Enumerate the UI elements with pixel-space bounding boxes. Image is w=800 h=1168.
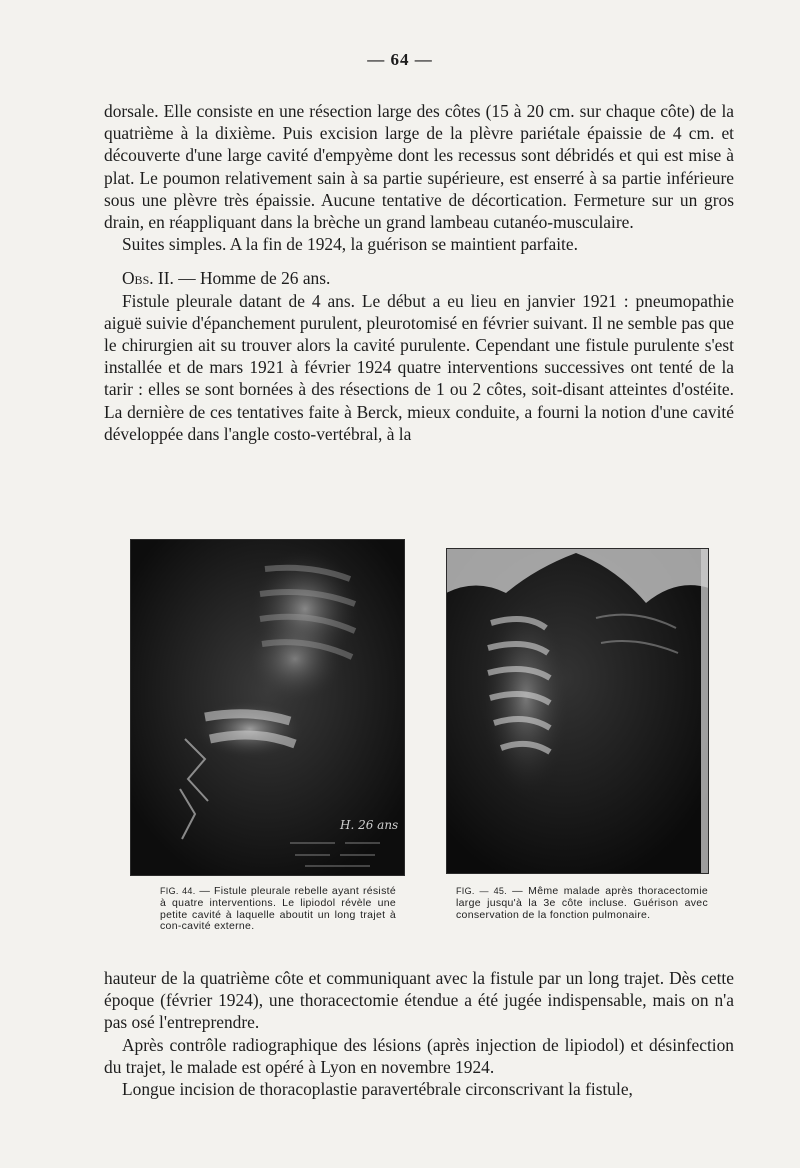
xray-chest-illustration-44: [130, 539, 405, 876]
text-block-top: [104, 100, 734, 445]
caption-text: — Même malade après thoracectomie large jusqu'à la 3e côte incluse. Guérison avec conservation de la fonction pulmonaire.: [456, 885, 709, 921]
figure-label: FIG. — 45.: [456, 886, 507, 896]
xray-image-44: [130, 539, 405, 876]
paragraph: dorsale. Elle consiste en une résection large des côtes (15 à 20 cm. sur chaque côte) de la quatrième à la dixième. Puis excision large de la plèvre pariétale épaissie de 4 cm. et découverte d'une large cavité d'empyème dont les recessus sont débridés et qui est mise à plat. Le poumon relativement sain à sa partie supérieure, est enserré à sa partie inférieure sous une plèvre très épaissie. Aucune tentative de décortication. Fermeture sur un gros drain, en réappliquant dans la brèche un grand lambeau cutanéo-musculaire.: [104, 101, 734, 233]
xray-handwriting: H. 26 ans: [340, 818, 399, 832]
caption-text: — Fistule pleurale rebelle ayant résisté à quatre interventions. Le lipiodol révèle une petite cavité à laquelle aboutit un long trajet à con-cavité externe.: [160, 885, 396, 933]
paragraph: hauteur de la quatrième côte et communiquant avec la fistule par un long trajet. Dès cette époque (février 1924), une thoracectomie étendue a été jugée indispensable, mais on n'a pas osé l'entreprendre.: [104, 968, 734, 1033]
obs-heading-text: — Homme de 26 ans.: [173, 268, 331, 289]
paragraph: Après contrôle radiographique des lésions (après injection de lipiodol) et désinfection du trajet, le malade est opéré à Lyon en novembre 1924.: [104, 1034, 734, 1077]
paragraph: Suites simples. A la fin de 1924, la guérison se maintient parfaite.: [122, 234, 578, 255]
figure-45-caption: [456, 886, 708, 921]
text-block-bottom: [104, 967, 734, 1100]
paragraph: Fistule pleurale datant de 4 ans. Le début a eu lieu en janvier 1921 : pneumopathie aiguë suivie d'épanchement purulent, pleurotomisé en février suivant. Il ne semble pas que le chirurgien ait su trouver alors la cavité purulente. Cependant une fistule purulente s'est installée et de mars 1921 à février 1924 quatre interventions successives ont tenté de la tarir : elles se sont bornées à des résections de 1 ou 2 côtes, soit-disant atteintes d'ostéite. La dernière de ces tentatives faite à Berck, mieux conduite, a fourni la notion d'une cavité développée dans l'angle costo-vertébral, à la: [104, 290, 734, 444]
xray-chest-illustration-45: [446, 548, 709, 874]
paragraph: Longue incision de thoracoplastie paravertébrale circonscrivant la fistule,: [122, 1079, 633, 1100]
page-number: — 64 —: [367, 50, 433, 69]
obs-heading: [104, 267, 734, 289]
obs-label: Obs. II.: [122, 268, 174, 289]
figure-44-caption: [160, 886, 396, 933]
figure-label: FIG. 44.: [160, 886, 196, 896]
xray-image-45: [446, 548, 709, 874]
